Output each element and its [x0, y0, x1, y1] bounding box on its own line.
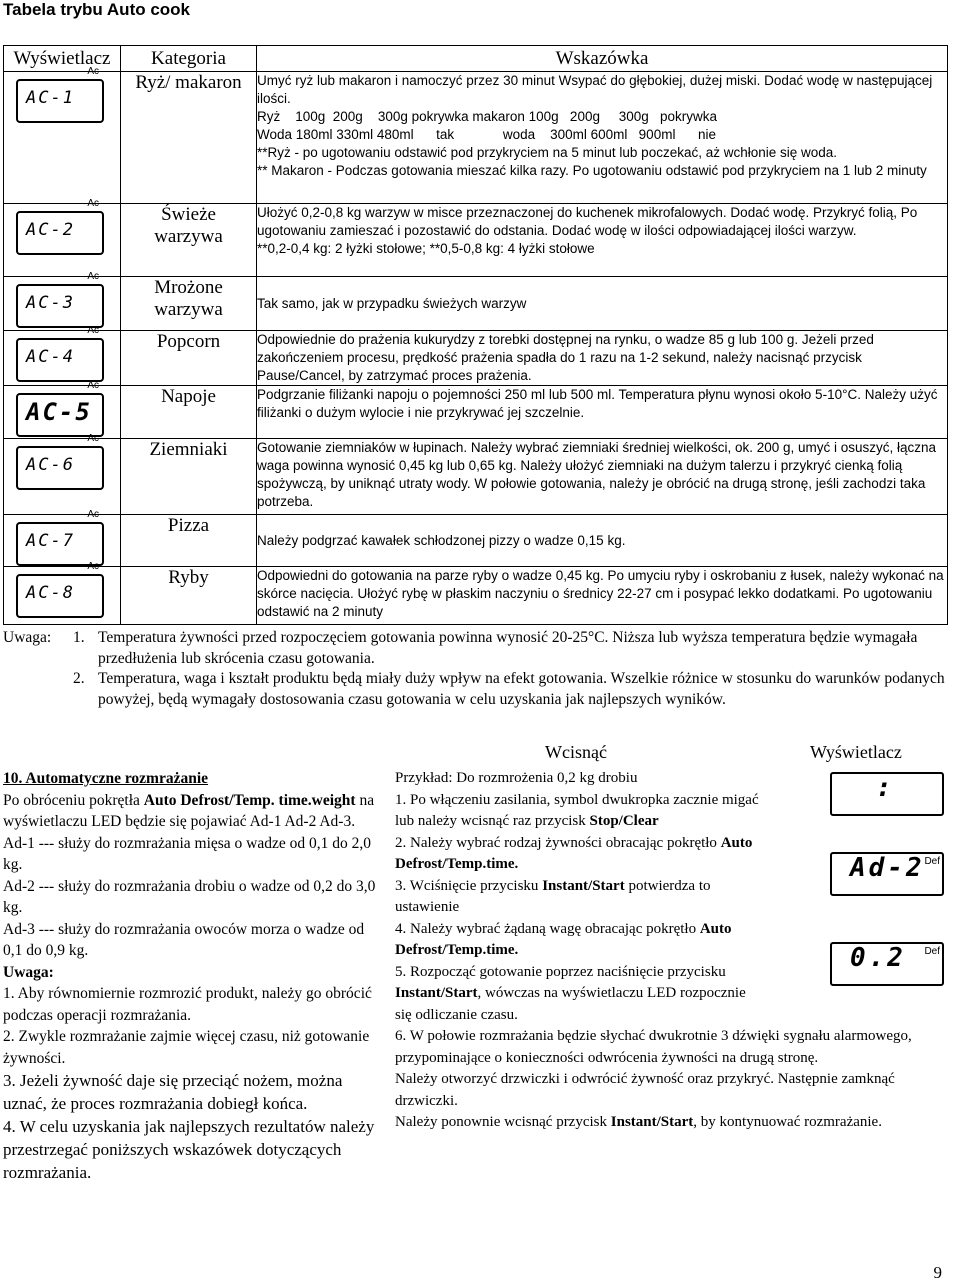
section-heading: 10. Automatyczne rozmrażanie: [3, 770, 209, 787]
tip-cell: Ułożyć 0,2-0,8 kg warzyw w misce przeznaczonej do kuchenek mikrofalowych. Dodać wodę. Przykryć folią, Po ugotowaniu zamieszać i pozostawić do odstania. Dodać wodę w ilości odpowiadającej ilości warzyw. **0,2-0,4 kg: 2 łyżki stołowe; **0,5-0,8 kg: 4 łyżki stołowe: [257, 204, 948, 277]
example-header: [395, 742, 943, 768]
category-cell: Świeże warzywa: [121, 204, 257, 277]
page-title: Tabela trybu Auto cook: [3, 0, 191, 19]
notes-section: [3, 628, 948, 710]
category-cell: Pizza: [121, 515, 257, 567]
example-steps: [395, 768, 765, 1026]
page-number: 9: [933, 1263, 942, 1282]
table-row: [4, 515, 948, 567]
category-cell: Popcorn: [121, 331, 257, 386]
display-colon: :: [830, 772, 944, 816]
col-press-label: Wcisnąć: [545, 742, 607, 762]
warning-item: 4. W celu uzyskania jak najlepszych rezultatów należy przestrzegać poniższych wskazówek dotyczących rozmrażania.: [3, 1117, 375, 1182]
tip-cell: Gotowanie ziemniaków w łupinach. Należy wybrać ziemniaki średniej wielkości, ok. 200 g, umyć i osuszyć, łączna waga powinna wynosić 0,45 kg lub 0,65 kg. Należy ułożyć ziemniaki na dużym talerzu i przykryć cienką folią spożywczą, by uniknąć utraty wody. W połowie gotowania, należy je obrócić na drugą stronę, jeśli zachodzi taka potrzeba.: [257, 439, 948, 515]
table-row: [4, 567, 948, 625]
table-row: [4, 331, 948, 386]
table-row: [4, 439, 948, 515]
table-row: [4, 72, 948, 204]
table-row: [4, 277, 948, 331]
lcd-display: Ac AC-7: [16, 522, 104, 566]
table-header-row: [4, 46, 948, 72]
note-item: 2. Temperatura, waga i kształt produktu będą miały duży wpływ na efekt gotowania. Wszelkie różnice w stosunku do warunków podanych powyżej, będą wymagały dostosowania czasu gotowania w celu uzyskania jak najlepszych wyników.: [73, 670, 945, 708]
display-ad2: Def Ad-2: [830, 852, 944, 896]
lcd-display: Ac AC-6: [16, 446, 104, 490]
lcd-display: Ac AC-3: [16, 284, 104, 328]
step-5: 5. Rozpocząć gotowanie poprzez naciśnięcie przycisku Instant/Start, wówczas na wyświetlaczu LED rozpocznie się odliczanie czasu.: [395, 963, 746, 1023]
defrost-section: [3, 768, 383, 1184]
defrost-ad2: Ad-2 --- służy do rozmrażania drobiu o wadze od 0,2 do 3,0 kg.: [3, 877, 376, 916]
step-4: 4. Należy wybrać żądaną wagę obracając pokrętło Auto Defrost/Temp.time.: [395, 920, 732, 958]
defrost-ad3: Ad-3 --- służy do rozmrażania owoców morza o wadze od 0,1 do 0,9 kg.: [3, 920, 365, 959]
table-row: [4, 386, 948, 439]
tip-cell: Należy podgrzać kawałek schłodzonej pizzy o wadze 0,15 kg.: [257, 515, 948, 567]
lcd-display: Ac AC-8: [16, 574, 104, 618]
step-8: Należy ponownie wcisnąć przycisk Instant/Start, by kontynuować rozmrażanie.: [395, 1114, 882, 1130]
lcd-display: Ac AC-2: [16, 211, 104, 255]
example-title: Przykład: Do rozmrożenia 0,2 kg drobiu: [395, 770, 638, 786]
lcd-display: Ac AC-4: [16, 338, 104, 382]
step-1: 1. Po włączeniu zasilania, symbol dwukropka zacznie migać lub należy wcisnąć raz przycisk Stop/Clear: [395, 791, 759, 829]
note-item: Uwaga: 1. Temperatura żywności przed rozpoczęciem gotowania powinna wynosić 20-25°C. Niższa lub wyższa temperatura będzie wymagała przedłużenia lub skrócenia czasu gotowania.: [3, 629, 918, 667]
auto-cook-table: [3, 45, 948, 625]
step-3: 3. Wciśnięcie przycisku Instant/Start potwierdza to ustawienie: [395, 877, 711, 915]
display-weight: Def 0.2: [830, 942, 944, 986]
step-7: Należy otworzyć drzwiczki i odwrócić żywność oraz przykryć. Następnie zamknąć drzwiczki.: [395, 1071, 895, 1109]
header-tip: Wskazówka: [257, 46, 948, 72]
tip-cell: Odpowiednie do prażenia kukurydzy z torebki dostępnej na rynku, o wadze 85 g lub 100 g. Jeżeli przed zakończeniem procesu, prędkość prażenia spadła do 1 razu na 1-2 sekund, należy nacisnąć przycisk Pause/Cancel, by zatrzymać proces prażenia.: [257, 331, 948, 386]
tip-cell: Odpowiedni do gotowania na parze ryby o wadze 0,45 kg. Po umyciu ryby i oskrobaniu z łusek, należy wykonać na skórce nacięcia. Ułożyć rybę w płaskim naczyniu o średnicy 22-27 cm i posypać lekko dodatkami. Po ugotowaniu odstawić na 2 minuty: [257, 567, 948, 625]
tip-cell: Umyć ryż lub makaron i namoczyć przez 30 minut Wsypać do głębokiej, dużej miski. Dodać wodę w następującej ilości. Ryż 100g 200g 300g pokrywka makaron 100g 200g 300g pokrywka Woda 180ml 330ml 480ml tak woda 300ml 600ml 900ml nie **Ryż - po ugotowaniu odstawić pod przykryciem na 5 minut lub poczekać, aż wchłonie się woda. ** Makaron - Podczas gotowania mieszać kilka razy. Po ugotowaniu odstawić pod przykryciem na 1 lub 2 minuty: [257, 72, 948, 204]
tip-cell: Tak samo, jak w przypadku świeżych warzyw: [257, 277, 948, 331]
table-row: [4, 204, 948, 277]
col-display-label: Wyświetlacz: [810, 742, 902, 762]
lcd-display: Ac AC-1: [16, 79, 104, 123]
category-cell: Napoje: [121, 386, 257, 439]
warning-label: Uwaga:: [3, 963, 54, 981]
example-section: [395, 742, 943, 1134]
category-cell: Ziemniaki: [121, 439, 257, 515]
warning-item: 1. Aby równomiernie rozmrozić produkt, należy go obrócić podczas operacji rozmrażania.: [3, 985, 372, 1024]
tip-cell: Podgrzanie filiżanki napoju o pojemności 250 ml lub 500 ml. Temperatura płynu wynosi około 5-10°C. Należy użyć filiżanki o dużym wylocie i nie przykrywać jej szczelnie.: [257, 386, 948, 439]
warning-item: 2. Zwykle rozmrażanie zajmie więcej czasu, niż gotowanie żywności.: [3, 1028, 370, 1067]
defrost-intro: Po obróceniu pokrętła Auto Defrost/Temp. time.weight na wyświetlaczu LED będzie się pojawiać Ad-1 Ad-2 Ad-3.: [3, 791, 375, 830]
category-cell: Ryby: [121, 567, 257, 625]
category-cell: Ryż/ makaron: [121, 72, 257, 204]
category-cell: Mrożone warzywa: [121, 277, 257, 331]
step-2: 2. Należy wybrać rodzaj żywności obracając pokrętło Auto Defrost/Temp.time.: [395, 834, 753, 872]
warning-item: 3. Jeżeli żywność daje się przeciąć nożem, można uznać, że proces rozmrażania dobiegł końca.: [3, 1071, 343, 1113]
lcd-display: Ac AC-5: [16, 393, 104, 437]
notes-label: Uwaga:: [3, 629, 52, 646]
header-category: Kategoria: [121, 46, 257, 72]
defrost-ad1: Ad-1 --- służy do rozmrażania mięsa o wadze od 0,1 do 2,0 kg.: [3, 834, 372, 873]
step-6: 6. W połowie rozmrażania będzie słychać dwukrotnie 3 dźwięki sygnału alarmowego, przypominające o konieczności odwrócenia żywności na drugą stronę.: [395, 1028, 912, 1066]
header-display: Wyświetlacz: [4, 46, 121, 72]
